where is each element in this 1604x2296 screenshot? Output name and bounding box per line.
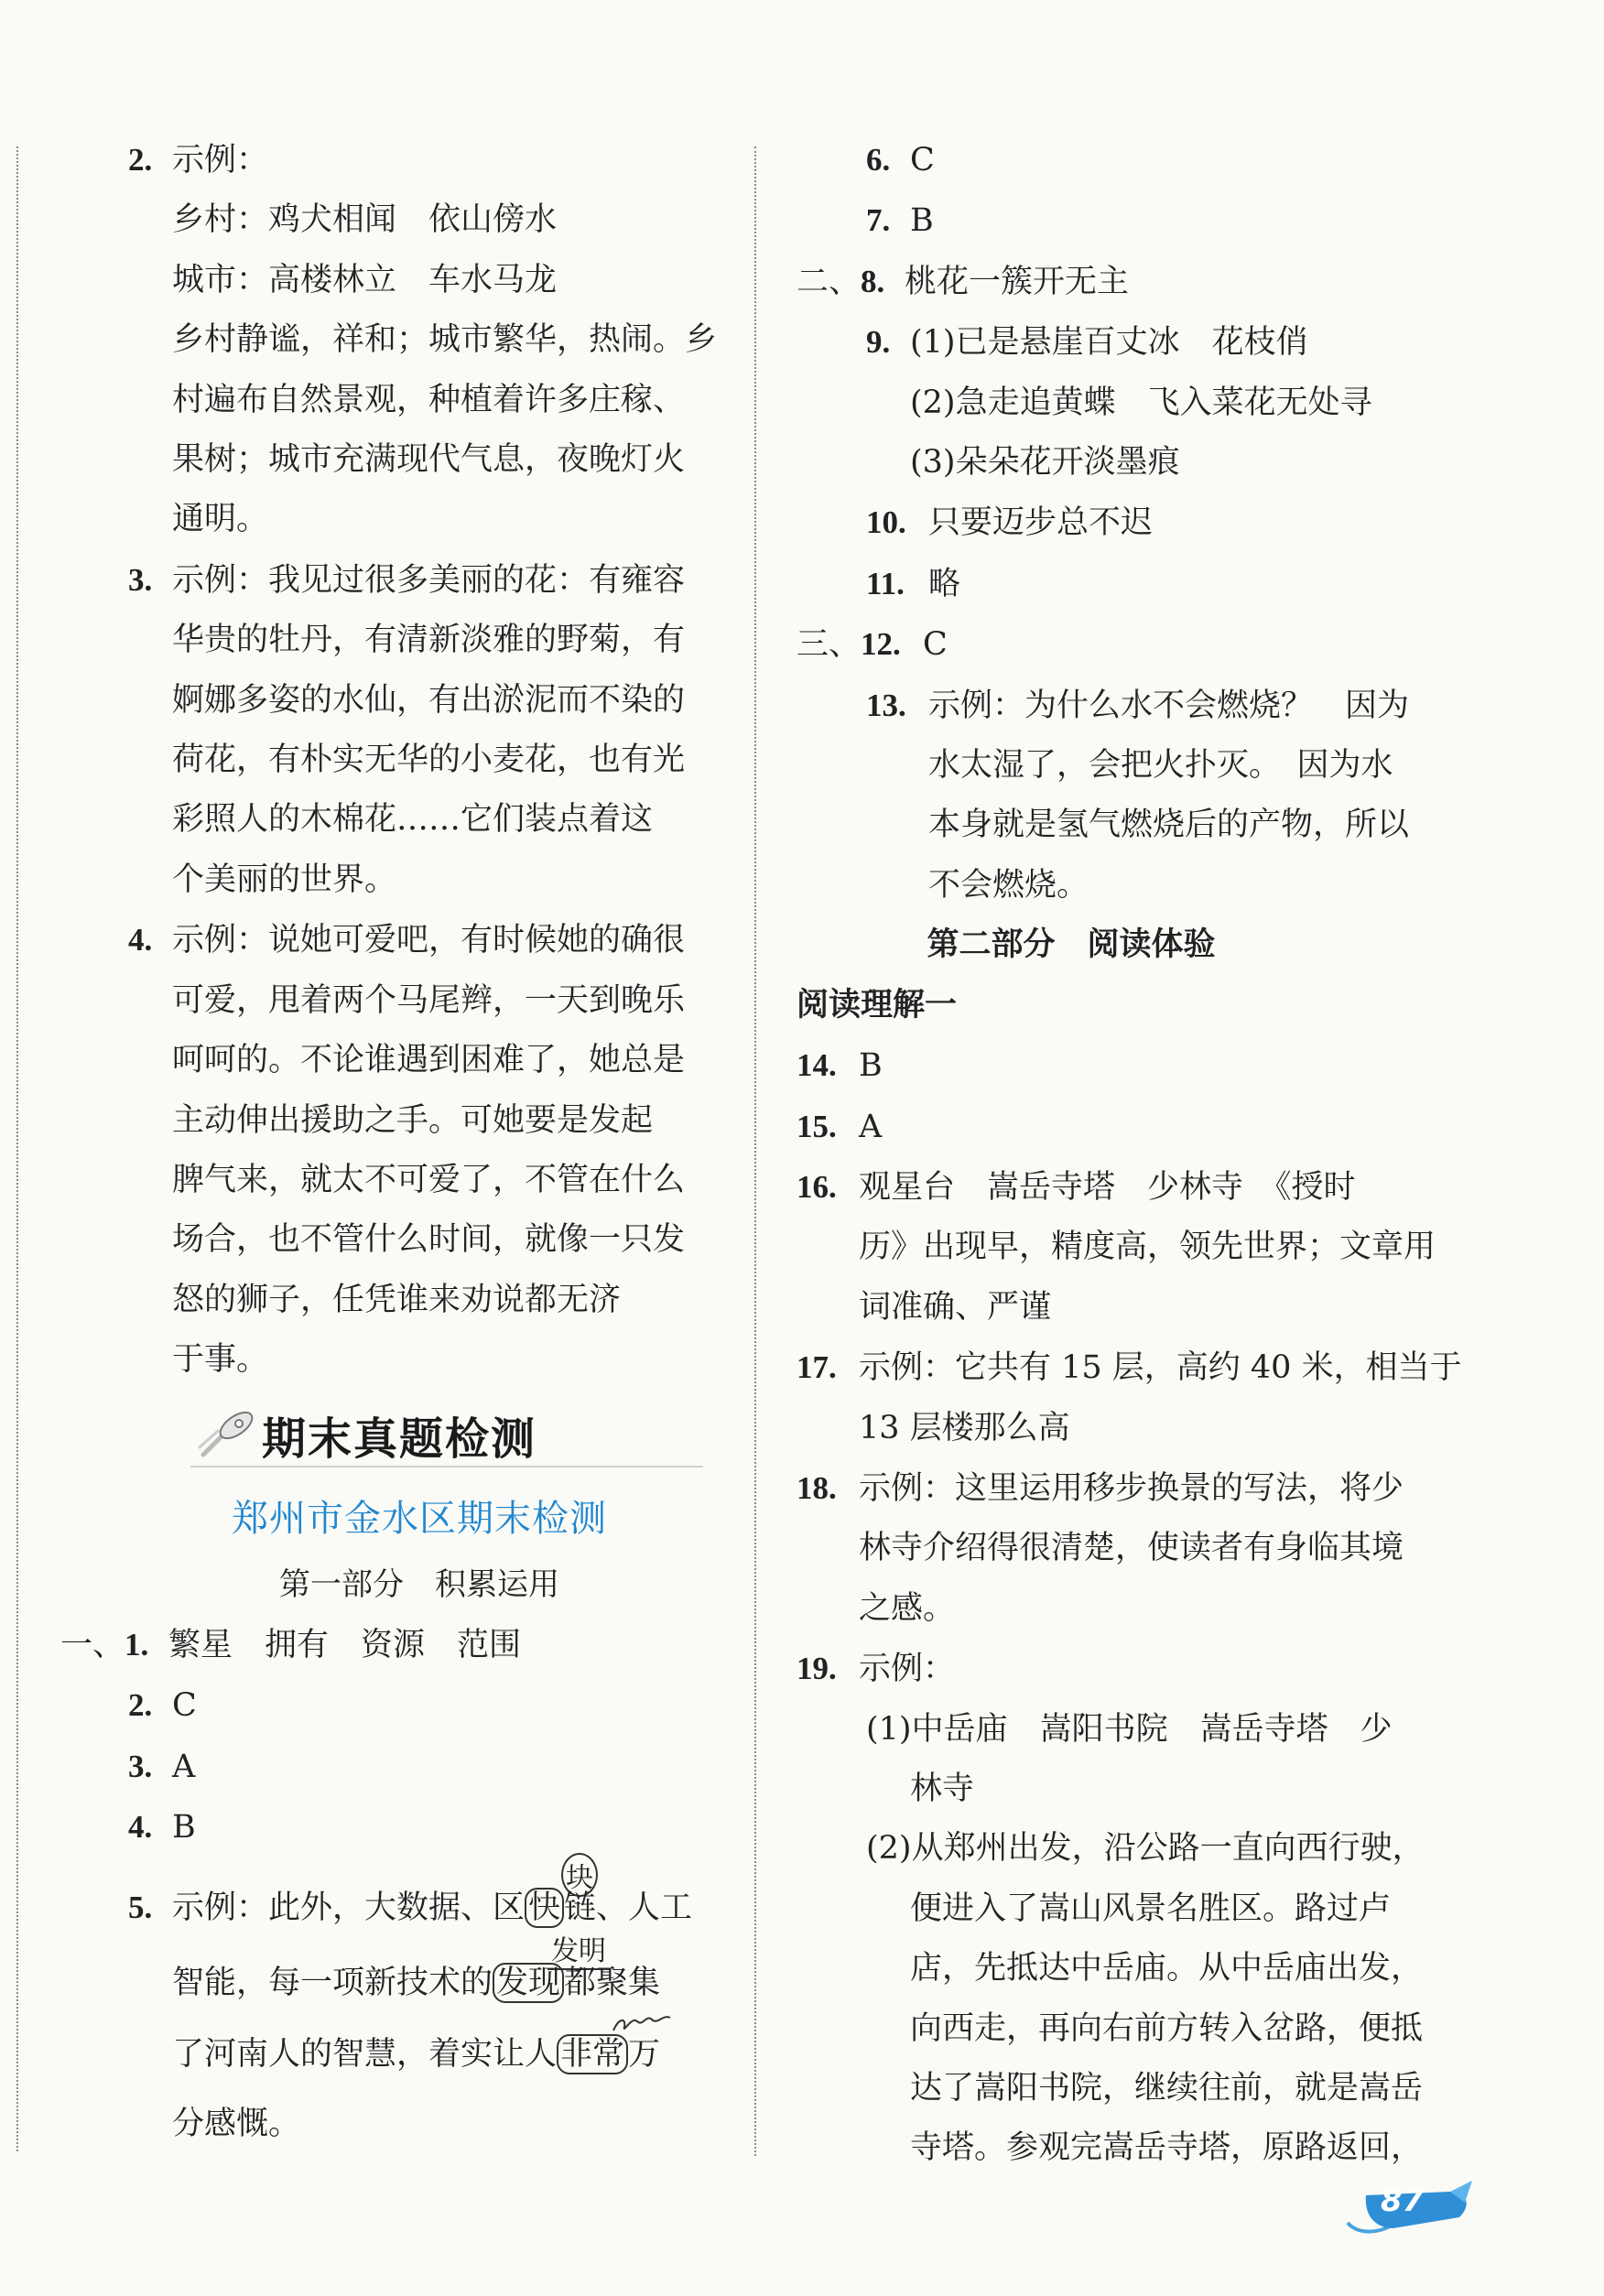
column-divider <box>754 146 756 2156</box>
answer-7: 7. B <box>866 202 934 240</box>
answer-2: 2. C <box>128 1687 197 1725</box>
answer-5 <box>117 1861 721 2159</box>
answer-13-line: 水太湿了，会把火扑灭。 因为水 <box>928 747 1393 785</box>
answer-19-sub2: 寺塔。参观完嵩岳寺塔，原路返回， <box>910 2129 1424 2167</box>
answer-5-line: 了河南人的智慧，着实让人 非常 万 <box>172 2035 661 2073</box>
answer-16-line: 词准确、严谨 <box>859 1288 1052 1326</box>
answer-11: 11. 略 <box>866 565 961 602</box>
exam-title: 郑州市金水区期末检测 <box>232 1497 607 1540</box>
answer-1: 一、1. 繁星 拥有 资源 范围 <box>60 1626 522 1663</box>
answer-17-line: 17. 示例：它共有 15 层，高约 40 米，相当于 <box>797 1349 1462 1387</box>
answer-9: 9. (1)已是悬崖百丈冰 花枝俏 <box>866 324 1308 362</box>
answer-4-line: 于事。 <box>172 1341 269 1379</box>
answer-9-sub: (3)朵朵花开淡墨痕 <box>910 444 1180 482</box>
answer-10: 10. 只要迈步总不迟 <box>866 504 1154 542</box>
answer-16-line: 历》出现早，精度高，领先世界；文章用 <box>859 1229 1436 1266</box>
binding-cut-line <box>16 146 18 2151</box>
part-2-heading: 第二部分 阅读体验 <box>927 926 1216 964</box>
answer-2-para-line: 果树；城市充满现代气息，夜晚灯火 <box>172 441 686 479</box>
error-circle: 快 <box>525 1888 564 1928</box>
answer-4-line: 可爱，甩着两个马尾辫，一天到晚乐 <box>172 981 686 1019</box>
answer-18-line: 林寺介绍得很清楚，使读者有身临其境 <box>859 1530 1404 1567</box>
answer-5-line: 分感慨。 <box>172 2105 301 2142</box>
answer-2-village: 乡村：鸡犬相闻 依山傍水 <box>172 201 558 239</box>
section-banner <box>117 1391 721 1482</box>
rocket-icon <box>196 1407 260 1462</box>
error-circle: 非常 <box>557 2034 628 2074</box>
answer-18-line: 18. 示例：这里运用移步换景的写法，将少 <box>797 1469 1404 1507</box>
answer-3-line: 3. 示例：我见过很多美丽的花：有雍容 <box>128 561 686 599</box>
part-1-heading: 第一部分 积累运用 <box>279 1565 559 1603</box>
answer-19-sub2: (2)从郑州出发，沿公路一直向西行驶， <box>866 1830 1425 1868</box>
answer-12: 三、12. C <box>797 626 948 664</box>
answer-2-header: 2. 示例： <box>128 142 269 179</box>
answer-8: 二、8. 桃花一簇开无主 <box>797 263 1130 300</box>
answer-5-line: 5. 示例：此外，大数据、区 快 链、人工 <box>128 1889 693 1926</box>
error-circle: 发现 <box>493 1963 564 2003</box>
answer-19-sub2: 店，先抵达中岳庙。从中岳庙出发， <box>910 1950 1424 1987</box>
answer-2-para-line: 村遍布自然景观，种植着许多庄稼、 <box>172 381 686 418</box>
banner-title: 期末真题检测 <box>262 1413 537 1465</box>
answer-19-sub1: 林寺 <box>910 1770 975 1807</box>
answer-3-line: 彩照人的木棉花……它们装点着这 <box>172 801 654 839</box>
answer-2-para-line: 通明。 <box>172 501 269 538</box>
answer-13-line: 不会燃烧。 <box>928 866 1089 904</box>
answer-3-line: 个美丽的世界。 <box>172 861 397 898</box>
answer-19-header: 19. 示例： <box>797 1651 956 1688</box>
answer-4-line: 脾气来，就太不可爱了，不管在什么 <box>172 1161 686 1198</box>
answer-3: 3. A <box>128 1748 196 1785</box>
answer-4-line: 4. 示例：说她可爱吧，有时候她的确很 <box>128 922 686 959</box>
answer-19-sub2: 达了嵩阳书院，继续往前，就是嵩岳 <box>910 2070 1424 2106</box>
answer-2-para-line: 乡村静谧，祥和；城市繁华，热闹。乡 <box>172 321 718 359</box>
answer-17-line: 13 层楼那么高 <box>859 1409 1070 1446</box>
answer-13-line: 13. 示例：为什么水不会燃烧？ 因为 <box>866 687 1410 724</box>
answer-14: 14. B <box>797 1047 883 1085</box>
answer-4-line: 主动伸出援助之手。可她要是发起 <box>172 1101 654 1139</box>
answer-4-line: 怒的狮子，任凭谁来劝说都无济 <box>172 1281 622 1318</box>
answer-3-line: 婀娜多姿的水仙，有出淤泥而不染的 <box>172 681 686 719</box>
answer-16-line: 16. 观星台 嵩岳寺塔 少林寺 《授时 <box>797 1168 1356 1206</box>
left-column <box>60 130 721 2159</box>
answer-4: 4. B <box>128 1809 196 1847</box>
answer-18-line: 之感。 <box>859 1589 956 1627</box>
answer-9-sub: (2)急走追黄蝶 飞入菜花无处寻 <box>910 384 1372 421</box>
answer-2-city: 城市：高楼林立 车水马龙 <box>172 261 558 298</box>
answer-3-line: 荷花，有朴实无华的小麦花，也有光 <box>172 742 686 779</box>
right-column <box>797 130 1462 2179</box>
answer-4-line: 场合，也不管什么时间，就像一只发 <box>172 1221 686 1259</box>
banner-underline <box>190 1466 703 1467</box>
answer-3-line: 华贵的牡丹，有清新淡雅的野菊，有 <box>172 622 686 659</box>
answer-19-sub1: (1)中岳庙 嵩阳书院 嵩岳寺塔 少 <box>866 1710 1393 1748</box>
answer-6: 6. C <box>866 142 935 179</box>
answer-13-line: 本身就是氢气燃烧后的产物，所以 <box>928 807 1410 844</box>
correction-mark: 块 <box>561 1853 598 1897</box>
page-number: 87 <box>1381 2182 1425 2219</box>
reading-1-heading: 阅读理解一 <box>797 986 958 1023</box>
answer-5-line: 智能，每一项新技术的 发现 都聚集 <box>172 1964 661 2001</box>
answer-19-sub2: 向西走，再向右前方转入岔路，便抵 <box>910 2009 1424 2047</box>
answer-4-line: 呵呵的。不论谁遇到困难了，她总是 <box>172 1042 686 1079</box>
answer-19-sub2: 便进入了嵩山风景名胜区。路过卢 <box>910 1890 1392 1927</box>
answer-15: 15. A <box>797 1108 883 1145</box>
correction-mark: 发明 <box>547 1928 610 1970</box>
